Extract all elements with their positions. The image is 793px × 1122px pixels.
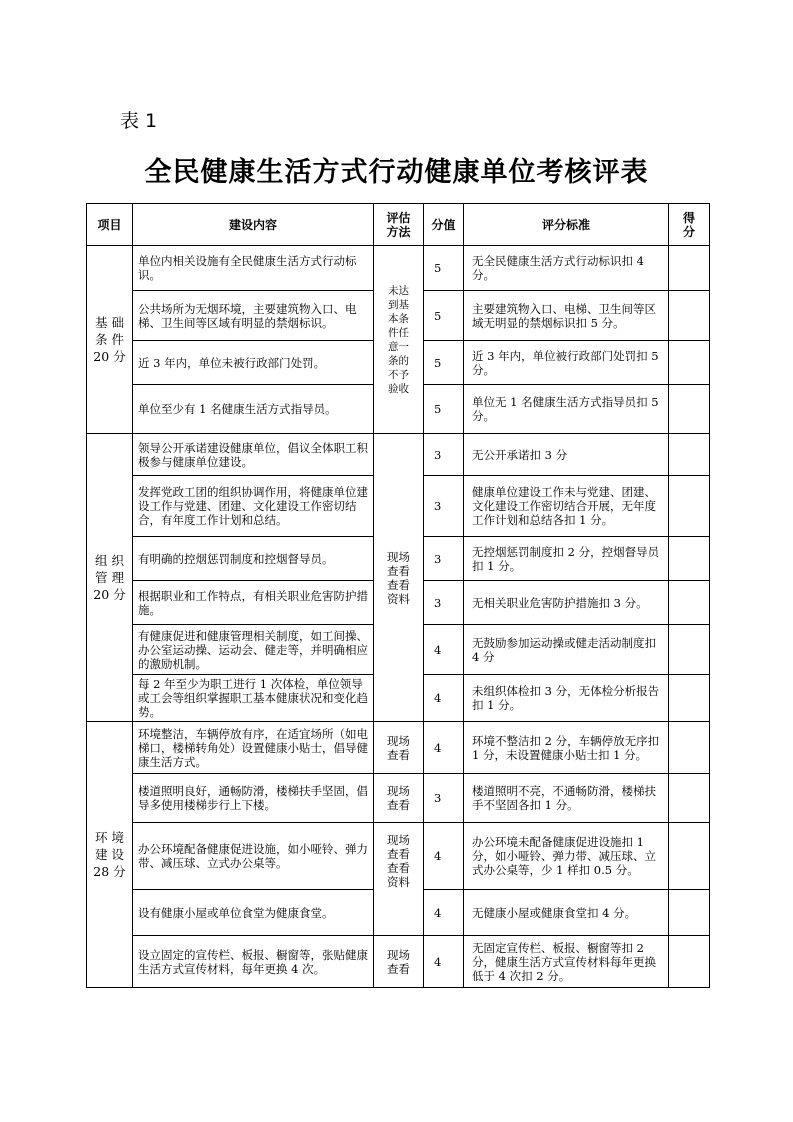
score-cell: 3 [424, 581, 464, 625]
score-cell: 3 [424, 476, 464, 537]
header-points: 得分 [669, 204, 710, 246]
method-cell: 未达到基本条件任意一条的不予验收 [374, 246, 424, 434]
table-row [87, 246, 710, 291]
score-cell: 4 [424, 890, 464, 936]
content-cell: 环境整洁，车辆停放有序，在适宜场所（如电梯口，楼梯转角处）设置健康小贴士，倡导健康生活方式。 [133, 722, 374, 774]
points-cell[interactable] [669, 936, 710, 988]
criteria-cell: 无鼓励参加运动操或健走活动制度扣 4 分 [464, 625, 669, 675]
page-title: 全民健康生活方式行动健康单位考核评表 [144, 157, 649, 188]
criteria-cell: 办公环境未配备健康促进设施扣 1 分，如小哑铃、弹力带、减压球、立式办公桌等，少 1 样扣 0.5 分。 [464, 823, 669, 890]
score-cell: 5 [424, 385, 464, 434]
criteria-cell: 健康单位建设工作未与党建、团建、文化建设工作密切结合开展，无年度工作计划和总结各扣 1 分。 [464, 476, 669, 537]
header-row [87, 204, 710, 246]
table-row [87, 936, 710, 988]
points-cell[interactable] [669, 722, 710, 774]
header-criteria: 评分标准 [464, 204, 669, 246]
content-cell: 单位内相关设施有全民健康生活方式行动标识。 [133, 246, 374, 291]
method-cell: 现场 查看 [374, 936, 424, 988]
header-content: 建设内容 [133, 204, 374, 246]
points-cell[interactable] [669, 341, 710, 385]
score-cell: 5 [424, 291, 464, 341]
points-cell[interactable] [669, 581, 710, 625]
category-cell: 组 织 管 理 20 分 [87, 434, 133, 722]
criteria-cell: 无相关职业危害防护措施扣 3 分。 [464, 581, 669, 625]
content-cell: 设有健康小屋或单位食堂为健康食堂。 [133, 890, 374, 936]
content-cell: 设立固定的宣传栏、板报、橱窗等，张贴健康生活方式宣传材料，每年更换 4 次。 [133, 936, 374, 988]
content-cell: 办公环境配备健康促进设施，如小哑铃、弹力带、减压球、立式办公桌等。 [133, 823, 374, 890]
table-row [87, 774, 710, 823]
content-cell: 发挥党政工团的组织协调作用，将健康单位建设工作与党建、团建、文化建设工作密切结合，有年度工作计划和总结。 [133, 476, 374, 537]
criteria-cell: 单位无 1 名健康生活方式指导员扣 5 分。 [464, 385, 669, 434]
points-cell[interactable] [669, 823, 710, 890]
points-cell[interactable] [669, 385, 710, 434]
content-cell: 根据职业和工作特点，有相关职业危害防护措施。 [133, 581, 374, 625]
criteria-cell: 楼道照明不亮，不通畅防滑，楼梯扶手不坚固各扣 1 分。 [464, 774, 669, 823]
method-cell: 现场 查看 查看 资料 [374, 434, 424, 722]
score-cell: 4 [424, 675, 464, 722]
score-cell: 4 [424, 936, 464, 988]
score-cell: 5 [424, 341, 464, 385]
header-item: 项目 [87, 204, 133, 246]
content-cell: 单位至少有 1 名健康生活方式指导员。 [133, 385, 374, 434]
table-row [87, 434, 710, 476]
content-cell: 每 2 年至少为职工进行 1 次体检，单位领导或工会等组织掌握职工基本健康状况和变化趋势。 [133, 675, 374, 722]
score-cell: 4 [424, 722, 464, 774]
criteria-cell: 未组织体检扣 3 分，无体检分析报告扣 1 分。 [464, 675, 669, 722]
points-cell[interactable] [669, 291, 710, 341]
content-cell: 楼道照明良好，通畅防滑，楼梯扶手坚固，倡导多使用楼梯步行上下楼。 [133, 774, 374, 823]
method-cell: 现场 查看 [374, 722, 424, 774]
method-cell: 现场 查看 [374, 774, 424, 823]
criteria-cell: 环境不整洁扣 2 分，车辆停放无序扣 1 分，未设置健康小贴士扣 1 分。 [464, 722, 669, 774]
criteria-cell: 无控烟惩罚制度扣 2 分，控烟督导员扣 1 分。 [464, 537, 669, 581]
method-cell: 现场 查看 查看 资料 [374, 823, 424, 936]
table-row [87, 823, 710, 890]
score-cell: 3 [424, 774, 464, 823]
table-number-label: 表 1 [120, 110, 158, 132]
points-cell[interactable] [669, 890, 710, 936]
points-cell[interactable] [669, 476, 710, 537]
assessment-table [86, 203, 710, 988]
content-cell: 近 3 年内，单位未被行政部门处罚。 [133, 341, 374, 385]
content-cell: 领导公开承诺建设健康单位，倡议全体职工积极参与健康单位建设。 [133, 434, 374, 476]
points-cell[interactable] [669, 625, 710, 675]
points-cell[interactable] [669, 774, 710, 823]
points-cell[interactable] [669, 434, 710, 476]
score-cell: 4 [424, 625, 464, 675]
header-method: 评估方法 [374, 204, 424, 246]
content-cell: 公共场所为无烟环境，主要建筑物入口、电梯、卫生间等区域有明显的禁烟标识。 [133, 291, 374, 341]
header-score: 分值 [424, 204, 464, 246]
criteria-cell: 无固定宣传栏、板报、橱窗等扣 2 分，健康生活方式宣传材料每年更换低于 4 次扣 2 分。 [464, 936, 669, 988]
criteria-cell: 近 3 年内，单位被行政部门处罚扣 5 分。 [464, 341, 669, 385]
criteria-cell: 无健康小屋或健康食堂扣 4 分。 [464, 890, 669, 936]
score-cell: 3 [424, 537, 464, 581]
content-cell: 有健康促进和健康管理相关制度，如工间操、办公室运动操、运动会、健走等，并明确相应的激励机制。 [133, 625, 374, 675]
score-cell: 3 [424, 434, 464, 476]
score-cell: 5 [424, 246, 464, 291]
category-cell: 环 境 建 设 28 分 [87, 722, 133, 988]
points-cell[interactable] [669, 246, 710, 291]
table-row [87, 722, 710, 774]
criteria-cell: 主要建筑物入口、电梯、卫生间等区域无明显的禁烟标识扣 5 分。 [464, 291, 669, 341]
points-cell[interactable] [669, 537, 710, 581]
score-cell: 4 [424, 823, 464, 890]
criteria-cell: 无公开承诺扣 3 分 [464, 434, 669, 476]
criteria-cell: 无全民健康生活方式行动标识扣 4 分。 [464, 246, 669, 291]
category-cell: 基 础 条 件 20 分 [87, 246, 133, 434]
content-cell: 有明确的控烟惩罚制度和控烟督导员。 [133, 537, 374, 581]
points-cell[interactable] [669, 675, 710, 722]
